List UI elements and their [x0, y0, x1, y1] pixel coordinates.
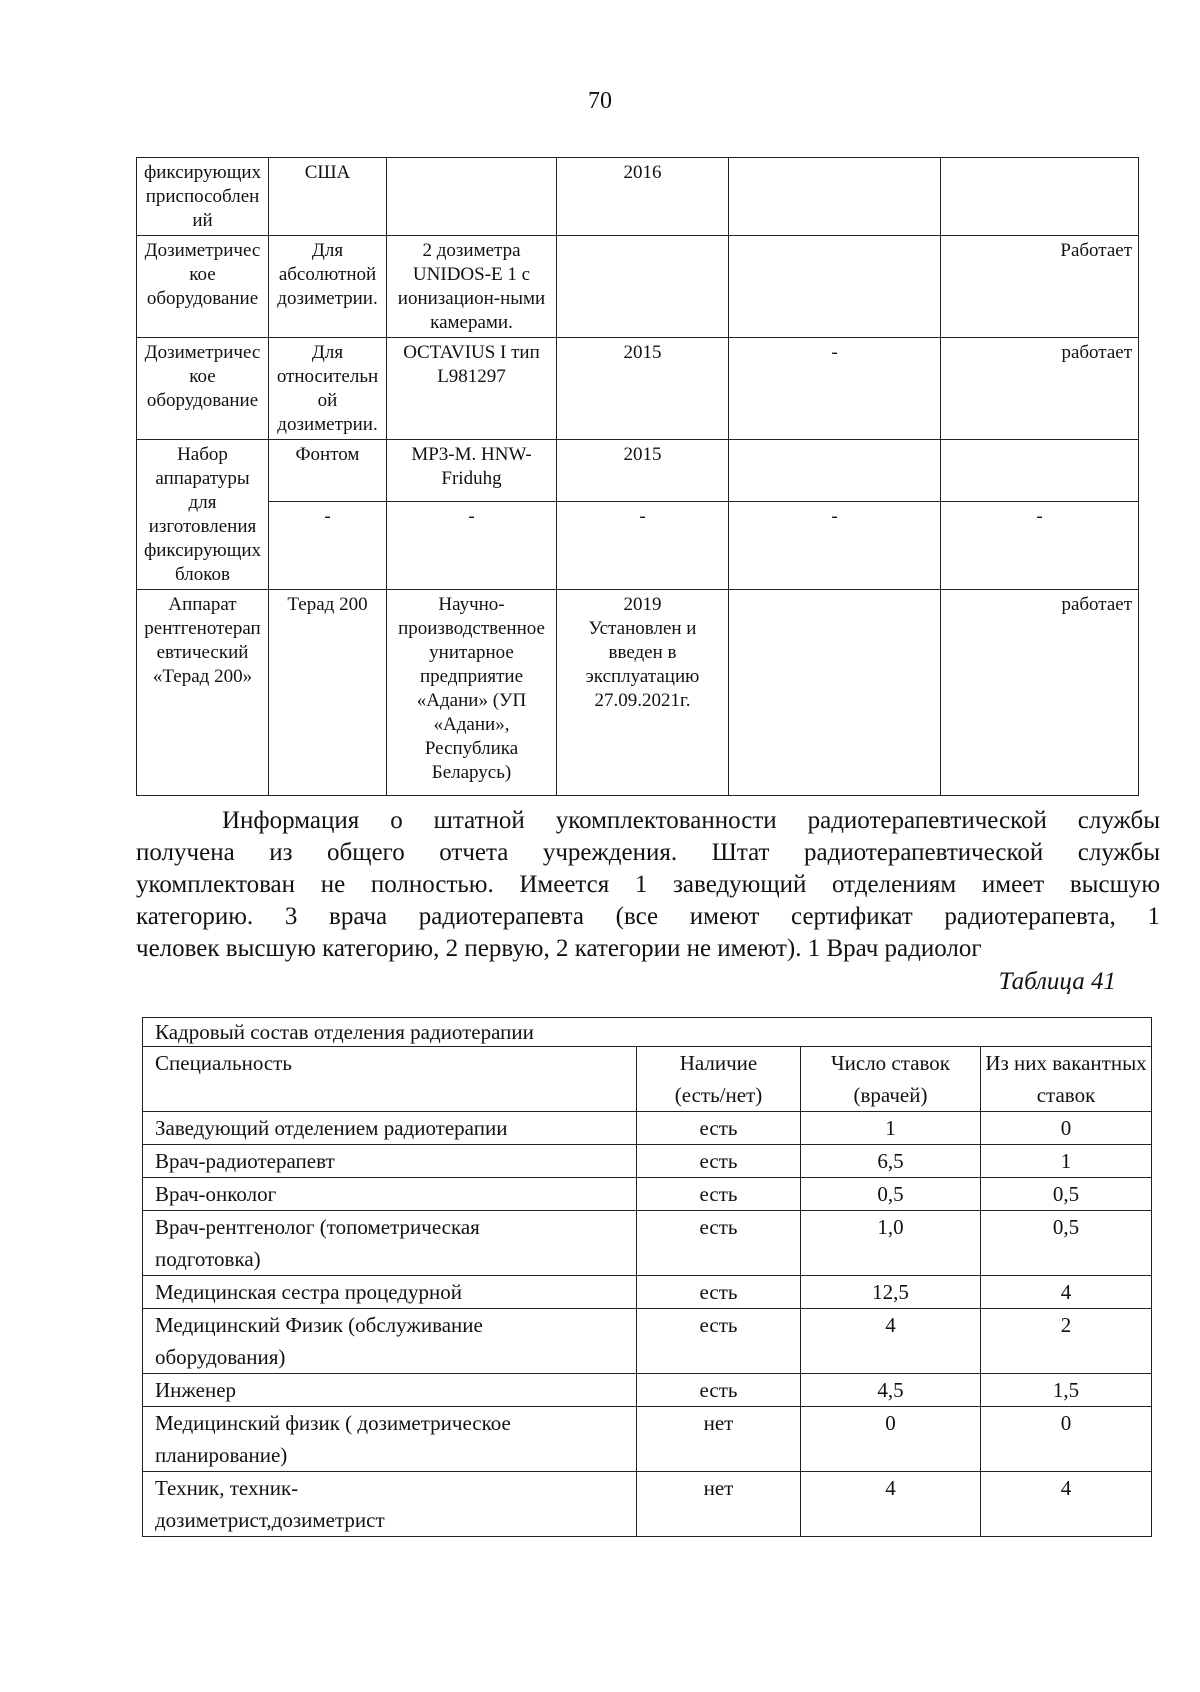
cell-line: относительн — [276, 366, 379, 387]
equipment-name-cell — [137, 158, 269, 236]
equipment-year-cell — [557, 158, 729, 236]
equipment-table — [136, 157, 1139, 796]
equipment-model-cell — [387, 236, 557, 338]
vacant-cell: 0 — [981, 1112, 1152, 1145]
specialty-cell — [143, 1407, 637, 1472]
specialty-cell — [143, 1276, 637, 1309]
paragraph-line: получена из общего отчета учреждения. Штат радиотерапевтической службы — [136, 839, 1160, 866]
equipment-col5-cell — [729, 158, 941, 236]
table-row — [143, 1276, 1152, 1309]
table-row — [143, 1374, 1152, 1407]
vacant-cell: 0,5 — [981, 1211, 1152, 1276]
vacant-cell: 0 — [981, 1407, 1152, 1472]
cell-line: дозиметрии. — [277, 288, 378, 309]
cell-line: Инженер — [155, 1378, 237, 1402]
cell-line: «Адани», — [433, 714, 510, 735]
cell-line: Республика — [424, 738, 519, 759]
vacant-cell: 4 — [981, 1276, 1152, 1309]
paragraph-line: Информация о штатной укомплектованности радиотерапевтической службы — [222, 807, 1160, 834]
specialty-cell — [143, 1309, 637, 1374]
rates-cell: 0,5 — [801, 1178, 981, 1211]
page-number: 70 — [588, 88, 612, 114]
equipment-col5-cell: - — [729, 338, 941, 440]
equipment-status-cell: - — [941, 502, 1139, 590]
table-row — [143, 1178, 1152, 1211]
cell-line: унитарное — [429, 642, 514, 663]
paragraph-line: человек высшую категорию, 2 первую, 2 категории не имеют). 1 Врач радиолог — [136, 935, 982, 962]
table-row — [143, 1407, 1152, 1472]
equipment-status-cell: работает — [941, 590, 1139, 796]
presence-cell: нет — [637, 1407, 801, 1472]
equipment-purpose-cell: Фонтом — [269, 440, 387, 502]
staff-table-header-row — [143, 1047, 1152, 1112]
cell-line: приспособлен — [145, 186, 260, 207]
header-line: ставок — [1036, 1083, 1096, 1107]
equipment-status-cell — [941, 158, 1139, 236]
table-caption: Таблица 41 — [998, 968, 1116, 995]
cell-line: дозиметрии. — [277, 414, 378, 435]
cell-line: OCTAVIUS I тип — [403, 342, 540, 363]
cell-line: Набор — [177, 444, 228, 465]
cell-line: Медицинский физик ( дозиметрическое — [155, 1411, 511, 1435]
cell-line: Беларусь) — [431, 762, 512, 783]
equipment-col5-cell — [729, 236, 941, 338]
specialty-cell — [143, 1472, 637, 1537]
cell-line: Врач-рентгенолог (топометрическая — [155, 1215, 480, 1239]
cell-line: Дозиметричес — [144, 240, 261, 261]
equipment-name-cell — [137, 338, 269, 440]
presence-cell: есть — [637, 1211, 801, 1276]
cell-line: Для — [311, 240, 344, 261]
cell-line: фиксирующих — [143, 162, 262, 183]
specialty-cell — [143, 1211, 637, 1276]
equipment-year-cell: 2015 — [557, 440, 729, 502]
equipment-year-cell — [557, 338, 729, 440]
header-line: (врачей) — [853, 1083, 928, 1107]
rates-cell: 1 — [801, 1112, 981, 1145]
header-line: Наличие — [679, 1051, 758, 1075]
equipment-purpose-cell: - — [269, 502, 387, 590]
equipment-name-cell — [137, 590, 269, 796]
equipment-row — [137, 590, 1139, 796]
presence-cell: есть — [637, 1276, 801, 1309]
equipment-col5-cell — [729, 440, 941, 502]
equipment-year-cell: - — [557, 502, 729, 590]
specialty-cell — [143, 1178, 637, 1211]
equipment-purpose-cell — [269, 236, 387, 338]
presence-cell: есть — [637, 1145, 801, 1178]
equipment-status-cell: Работает — [941, 236, 1139, 338]
staff-table-title: Кадровый состав отделения радиотерапии — [143, 1018, 1152, 1047]
vacant-cell: 1,5 — [981, 1374, 1152, 1407]
equipment-row — [137, 158, 1139, 236]
vacant-cell: 2 — [981, 1309, 1152, 1374]
cell-line: Заведующий отделением радиотерапии — [155, 1116, 508, 1140]
cell-line: Установлен и — [588, 618, 697, 639]
paragraph-line: категорию. 3 врача радиотерапевта (все имеют сертификат радиотерапевта, 1 — [136, 903, 1160, 930]
cell-line: Медицинский Физик (обслуживание — [155, 1313, 483, 1337]
cell-line: 2 дозиметра — [422, 240, 521, 261]
cell-line: MP3-M. HNW- — [411, 444, 532, 465]
cell-line: для — [188, 492, 217, 513]
header-vacant — [981, 1047, 1152, 1112]
cell-line: 27.09.2021г. — [594, 690, 691, 711]
header-presence — [637, 1047, 801, 1112]
equipment-status-cell — [941, 440, 1139, 502]
cell-line: «Адани» (УП — [416, 690, 527, 711]
cell-line: Friduhg — [441, 468, 502, 489]
vacant-cell: 4 — [981, 1472, 1152, 1537]
table-row — [143, 1112, 1152, 1145]
cell-line: аппаратуры — [155, 468, 250, 489]
equipment-col5-cell: - — [729, 502, 941, 590]
cell-line: 2016 — [623, 162, 662, 183]
cell-line: оборудование — [146, 288, 259, 309]
cell-line: эксплуатацию — [585, 666, 700, 687]
cell-line: Дозиметричес — [144, 342, 261, 363]
staff-table — [142, 1017, 1152, 1537]
cell-line: дозиметрист,дозиметрист — [155, 1508, 385, 1532]
rates-cell: 4 — [801, 1309, 981, 1374]
specialty-cell — [143, 1374, 637, 1407]
equipment-row — [137, 236, 1139, 338]
paragraph-line: укомплектован не полностью. Имеется 1 заведующий отделениям имеет высшую — [136, 871, 1160, 898]
cell-line: ой — [317, 390, 338, 411]
cell-line: 2015 — [623, 342, 662, 363]
equipment-year-cell — [557, 590, 729, 796]
specialty-cell — [143, 1145, 637, 1178]
staff-info-paragraph — [136, 805, 1160, 965]
equipment-col5-cell — [729, 590, 941, 796]
cell-line: США — [304, 162, 351, 183]
equipment-year-cell — [557, 236, 729, 338]
cell-line: L981297 — [437, 366, 506, 387]
equipment-model-cell — [387, 590, 557, 796]
rates-cell: 4,5 — [801, 1374, 981, 1407]
equipment-model-cell — [387, 338, 557, 440]
cell-line: фиксирующих — [143, 540, 262, 561]
cell-line: Научно- — [438, 594, 505, 615]
rates-cell: 4 — [801, 1472, 981, 1537]
equipment-model-cell: - — [387, 502, 557, 590]
rates-cell: 0 — [801, 1407, 981, 1472]
cell-line: Врач-радиотерапевт — [155, 1149, 335, 1173]
cell-line: блоков — [175, 564, 230, 585]
presence-cell: есть — [637, 1112, 801, 1145]
cell-line: Техник, техник- — [155, 1476, 299, 1500]
cell-line: 2019 — [623, 594, 662, 615]
presence-cell: нет — [637, 1472, 801, 1537]
equipment-row — [137, 440, 1139, 502]
vacant-cell: 0,5 — [981, 1178, 1152, 1211]
header-specialty: Специальность — [143, 1047, 637, 1112]
cell-line: Медицинская сестра процедурной — [155, 1280, 462, 1304]
equipment-model-cell — [387, 440, 557, 502]
cell-line: введен в — [608, 642, 677, 663]
cell-line: евтический — [156, 642, 249, 663]
presence-cell: есть — [637, 1374, 801, 1407]
cell-line: Врач-онколог — [155, 1182, 277, 1206]
cell-line: оборудование — [146, 390, 259, 411]
staff-table-title-row — [143, 1018, 1152, 1047]
presence-cell: есть — [637, 1309, 801, 1374]
cell-line: рентгенотерап — [144, 618, 261, 639]
table-row — [143, 1211, 1152, 1276]
equipment-purpose-cell — [269, 158, 387, 236]
cell-line: Аппарат — [168, 594, 237, 615]
equipment-row — [137, 502, 1139, 590]
header-line: Число ставок — [831, 1051, 950, 1075]
cell-line: предприятие — [420, 666, 523, 687]
equipment-status-cell: работает — [941, 338, 1139, 440]
specialty-cell — [143, 1112, 637, 1145]
cell-line: ионизацион-ными — [397, 288, 546, 309]
cell-line: производственное — [398, 618, 545, 639]
rates-cell: 1,0 — [801, 1211, 981, 1276]
table-row — [143, 1472, 1152, 1537]
cell-line: абсолютной — [278, 264, 377, 285]
cell-line: изготовления — [148, 516, 257, 537]
vacant-cell: 1 — [981, 1145, 1152, 1178]
cell-line: Для — [311, 342, 344, 363]
equipment-name-cell — [137, 236, 269, 338]
equipment-row — [137, 338, 1139, 440]
equipment-purpose-cell: Терад 200 — [269, 590, 387, 796]
table-row — [143, 1309, 1152, 1374]
cell-line: кое — [189, 264, 216, 285]
equipment-model-cell — [387, 158, 557, 236]
cell-line: подготовка) — [155, 1247, 261, 1271]
cell-line: планирование) — [155, 1443, 288, 1467]
cell-line: UNIDOS-E 1 с — [412, 264, 531, 285]
cell-line: кое — [189, 366, 216, 387]
table-row — [143, 1145, 1152, 1178]
cell-line: «Терад 200» — [152, 666, 253, 687]
rates-cell: 6,5 — [801, 1145, 981, 1178]
equipment-purpose-cell — [269, 338, 387, 440]
header-line: Из них вакантных — [985, 1051, 1147, 1075]
cell-line: оборудования) — [155, 1345, 286, 1369]
cell-line: камерами. — [430, 312, 513, 333]
cell-line: ий — [192, 210, 213, 231]
rates-cell: 12,5 — [801, 1276, 981, 1309]
equipment-name-cell — [137, 440, 269, 590]
header-rates — [801, 1047, 981, 1112]
header-line: (есть/нет) — [674, 1083, 763, 1107]
presence-cell: есть — [637, 1178, 801, 1211]
